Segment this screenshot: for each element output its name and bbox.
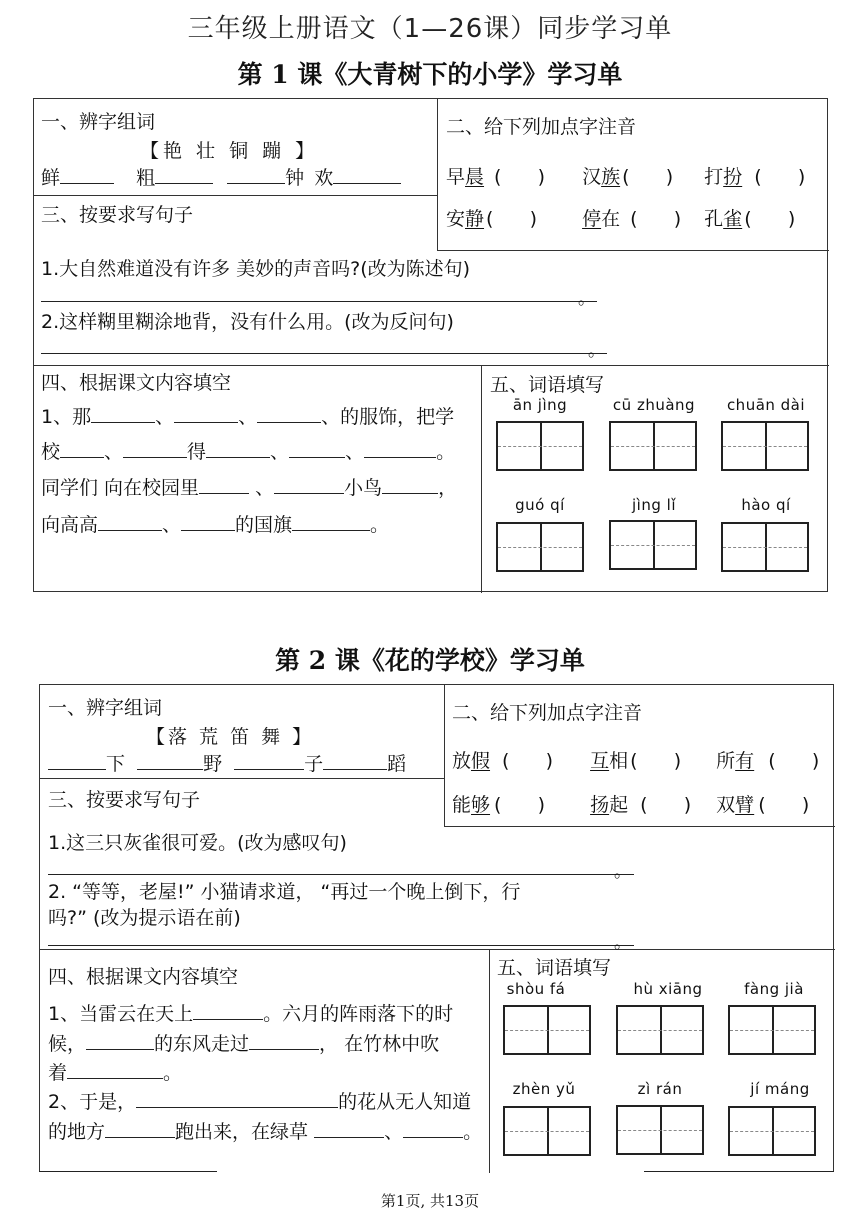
l1-s3-question-1: 1.大自然难道没有许多 美妙的声音吗?(改为陈述句) <box>41 258 471 280</box>
l1-s2-item: 停在 <box>582 208 621 230</box>
l1-s4-line-2: 校 、 得 、 、 。 <box>41 441 456 463</box>
l2-s4-line-4: 2、于是， 的花从无人知道 <box>48 1091 472 1113</box>
l2-bottom-border-left <box>39 1171 217 1172</box>
l1-s5-char-grid-1[interactable] <box>496 421 584 471</box>
l1-s3-question-2: 2.这样糊里糊涂地背，没有什么用。(改为反问句) <box>41 311 454 333</box>
l2-s2-item: 能够 <box>452 794 491 816</box>
l2-s1-word-3: 子 <box>304 753 324 775</box>
l1-s5-char-grid-2[interactable] <box>609 421 697 471</box>
l1-s5-pinyin-2: cū zhuàng <box>612 396 696 414</box>
l2-s2-paren[interactable]: ( ) <box>494 794 546 816</box>
l1-s2-item: 孔雀 <box>704 208 743 230</box>
l1-s2-paren[interactable]: ( ) <box>744 208 796 230</box>
l2-bottom-border-right <box>644 1171 834 1172</box>
l1-s5-char-grid-6[interactable] <box>721 522 809 572</box>
l2-s4-line-3: 着 。 <box>48 1062 183 1084</box>
l1-s2-item: 安静 <box>446 208 485 230</box>
l2-s1-word-1: 下 <box>106 753 126 775</box>
l2-s5-char-grid-5[interactable] <box>616 1105 704 1155</box>
l1-s5-char-grid-5[interactable] <box>609 520 697 570</box>
l1-s1-chars: 【艳 壮 铜 蹦 】 <box>140 140 319 162</box>
l1-s2-paren[interactable]: ( ) <box>630 208 682 230</box>
l1-s1-blank-3[interactable] <box>227 165 285 184</box>
l2-s3-answer-line-2[interactable] <box>48 945 634 946</box>
l2-s2-paren[interactable]: ( ) <box>502 750 554 772</box>
l1-s5-pinyin-1: ān jìng <box>512 396 568 414</box>
l1-s1-word-3: 钟 <box>285 167 305 189</box>
l2-s5-char-grid-1[interactable] <box>503 1005 591 1055</box>
page-title: 三年级上册语文（1—26课）同步学习单 <box>187 14 673 44</box>
l2-s2-item: 所有 <box>716 750 755 772</box>
l1-s3-heading: 三、按要求写句子 <box>41 204 194 226</box>
l2-s4-line-2: 候， 的东风走过 ， 在竹林中吹 <box>48 1033 440 1055</box>
l2-s4-heading: 四、根据课文内容填空 <box>48 966 239 988</box>
l2-s1-chars: 【落 荒 笛 舞 】 <box>146 726 315 748</box>
l2-s5-pinyin-5: zì rán <box>637 1080 683 1098</box>
l1-s3-answer-line-1[interactable] <box>41 301 597 302</box>
l1-s5-char-grid-3[interactable] <box>721 421 809 471</box>
l1-s2-paren[interactable]: ( ) <box>622 166 674 188</box>
l2-s2-item: 放假 <box>452 750 491 772</box>
l2-s1-word-4: 蹈 <box>387 753 407 775</box>
l2-s5-char-grid-3[interactable] <box>728 1005 816 1055</box>
l1-s2-paren[interactable]: ( ) <box>754 166 806 188</box>
l1-s1-blank-2[interactable] <box>155 165 213 184</box>
page-footer: 第1页, 共13页 <box>380 1192 480 1210</box>
l1-s2-paren[interactable]: ( ) <box>494 166 546 188</box>
l2-s5-heading: 五、词语填写 <box>497 957 612 979</box>
l1-s5-pinyin-3: chuān dài <box>726 396 806 414</box>
l2-s1-blank-4[interactable] <box>323 751 387 770</box>
l1-s3-period-2: 。 <box>588 341 605 361</box>
l2-s2-paren[interactable]: ( ) <box>768 750 820 772</box>
l1-s2-heading: 二、给下列加点字注音 <box>446 116 637 138</box>
l2-s1-heading: 一、辨字组词 <box>48 697 163 719</box>
l2-s3-question-1: 1.这三只灰雀很可爱。(改为感叹句) <box>48 832 347 854</box>
l2-s3-question-2a: 2. “等等，老屋!” 小猫请求道， “再过一个晚上倒下，行 <box>48 881 521 903</box>
l2-s2-row-1 <box>452 746 819 773</box>
l2-s2-item: 互相 <box>590 750 629 772</box>
l2-s4-line-5: 的地方 跑出来，在绿草 、 。 <box>48 1121 483 1143</box>
l2-s1-blank-2[interactable] <box>137 751 203 770</box>
l1-s2-row-1 <box>446 162 805 189</box>
l1-s1-words <box>41 163 401 190</box>
l1-s1-heading: 一、辨字组词 <box>41 111 156 133</box>
l1-s2-row-2 <box>446 204 795 231</box>
l2-s3-period-2: 。 <box>614 933 631 953</box>
l1-s5-pinyin-4: guó qí <box>515 496 565 514</box>
l1-s4-heading: 四、根据课文内容填空 <box>41 372 232 394</box>
l1-s2-item: 早晨 <box>446 166 485 188</box>
l1-s4-line-1: 1、那 、 、 、的服饰，把学 <box>41 406 455 428</box>
l1-s3-answer-line-2[interactable] <box>41 353 607 354</box>
l2-s2-row-2 <box>452 790 809 817</box>
l1-s5-pinyin-5: jìng lǐ <box>632 496 676 514</box>
lesson-2-title: 第 2 课《花的学校》学习单 <box>275 646 585 675</box>
l2-s2-paren[interactable]: ( ) <box>630 750 682 772</box>
l1-s1-blank-4[interactable] <box>333 165 401 184</box>
l1-s4-line-4: 向高高 、 的国旗 。 <box>41 514 390 536</box>
l2-s2-item: 扬起 <box>590 794 629 816</box>
l2-s2-paren[interactable]: ( ) <box>640 794 692 816</box>
l2-s1-words <box>48 749 406 776</box>
l1-s1-word-1: 鲜 <box>41 167 61 189</box>
l1-s1-word-4: 欢 <box>314 167 334 189</box>
l2-s1-blank-3[interactable] <box>234 751 304 770</box>
l1-s3-period-1: 。 <box>578 289 595 309</box>
l1-s5-heading: 五、词语填写 <box>490 374 605 396</box>
l1-s5-pinyin-6: hào qí <box>741 496 791 514</box>
l2-s5-pinyin-1: shòu fá <box>506 980 566 998</box>
l2-s5-char-grid-4[interactable] <box>503 1106 591 1156</box>
l2-s2-heading: 二、给下列加点字注音 <box>452 702 643 724</box>
l2-s3-answer-line-1[interactable] <box>48 874 634 875</box>
l2-s5-pinyin-2: hù xiāng <box>633 980 703 998</box>
l2-s5-char-grid-6[interactable] <box>728 1106 816 1156</box>
lesson-1-title: 第 1 课《大青树下的小学》学习单 <box>237 60 623 89</box>
l1-s2-item: 打扮 <box>704 166 743 188</box>
l2-s2-item: 双臂 <box>716 794 755 816</box>
l2-s5-pinyin-4: zhèn yǔ <box>512 1080 576 1098</box>
l1-s2-item: 汉族 <box>582 166 621 188</box>
l1-s1-blank-1[interactable] <box>60 165 114 184</box>
l2-s2-paren[interactable]: ( ) <box>758 794 810 816</box>
l1-s4-line-3: 同学们 向在校园里 、 小鸟 ， <box>41 477 458 499</box>
l1-s1-word-2: 粗 <box>136 167 156 189</box>
l2-s5-char-grid-2[interactable] <box>616 1005 704 1055</box>
l2-s3-heading: 三、按要求写句子 <box>48 789 201 811</box>
l1-s2-paren[interactable]: ( ) <box>486 208 538 230</box>
l2-s3-period-1: 。 <box>614 862 631 882</box>
l2-s1-blank-1[interactable] <box>48 751 106 770</box>
l2-s1-word-2: 野 <box>203 753 223 775</box>
l2-s5-pinyin-3: fàng jià <box>744 980 804 998</box>
l2-s4-line-1: 1、当雷云在天上 。六月的阵雨落下的时 <box>48 1003 454 1025</box>
l2-s5-pinyin-6: jí máng <box>750 1080 810 1098</box>
l1-s5-char-grid-4[interactable] <box>496 522 584 572</box>
l2-s3-question-2b: 吗?” (改为提示语在前) <box>48 907 241 929</box>
